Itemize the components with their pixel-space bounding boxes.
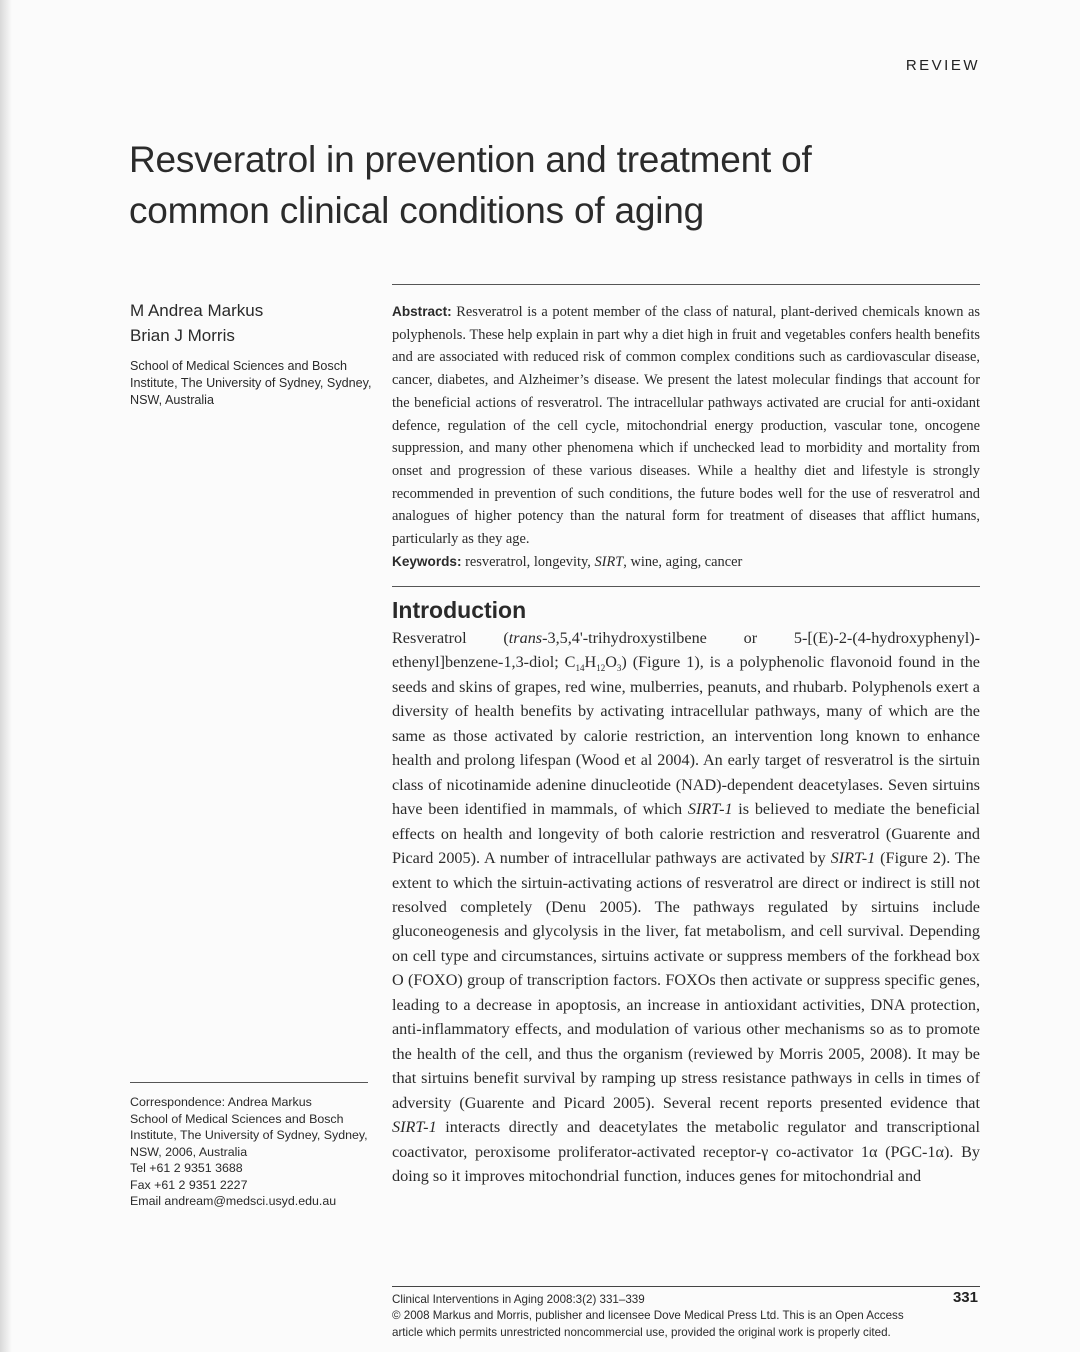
correspondence-line: Fax +61 2 9351 2227 [130, 1177, 248, 1192]
author-list [130, 298, 380, 348]
correspondence-line: Tel +61 2 9351 3688 [130, 1161, 243, 1175]
keywords-italic: SIRT [594, 553, 624, 570]
correspondence-line: Correspondence: Andrea Markus [130, 1095, 312, 1109]
body-text: H [584, 653, 597, 672]
page-number: 331 [952, 1289, 978, 1306]
correspondence-email: Email andream@medsci.usyd.edu.au [130, 1194, 337, 1208]
correspondence-line: Institute, The University of Sydney, Sydney, [130, 1128, 368, 1142]
formula-subscript: 12 [596, 663, 606, 674]
correspondence-block [130, 1094, 375, 1210]
section-label: REVIEW [905, 57, 980, 74]
divider [130, 1082, 368, 1083]
body-text: -3,5,4'-trihydroxystilbene or 5-[(E)-2-(4-hydroxyphenyl)-ethenyl]benzene-1,3-diol; C [392, 629, 980, 672]
keywords-text: resveratrol, longevity, [465, 553, 595, 570]
divider [392, 284, 980, 285]
body-text: O [605, 653, 617, 672]
gene-name: SIRT-1 [687, 800, 733, 819]
copyright-line: article which permits unrestricted noncommercial use, provided the original work is properly cited. [392, 1325, 891, 1339]
body-text: interacts directly and deacetylates the metabolic regulator and transcriptional coactivator, peroxisome proliferator-activated receptor-γ co-activator 1α (PGC-1α). By doing so it improves mitochondrial function, induces genes for mitochondrial and [392, 1118, 980, 1185]
article-title: Resveratrol in prevention and treatment of common clinical conditions of aging [129, 139, 812, 231]
copyright-line: © 2008 Markus and Morris, publisher and licensee Dove Medical Press Ltd. This is an Open Access [392, 1309, 904, 1323]
section-heading: Introduction [392, 597, 527, 623]
footer [392, 1292, 980, 1341]
introduction-body [392, 626, 980, 1188]
formula-subscript: 3 [616, 663, 622, 674]
body-text: ) (Figure 1), is a polyphenolic flavonoid found in the seeds and skins of grapes, red wine, mulberries, peanuts, and rhubarb. Polyphenols exert a diversity of health benefits by activating intracellular pathways, many of which are the same as those activated by calorie restriction, an intervention long known to enhance health and prolong lifespan (Wood et al 2004). An early target of resveratrol is the sirtuin class of nicotinamide adenine dinucleotide (NAD)-dependent deacetylases. Seven sirtuins have been identified in mammals, of which [392, 653, 980, 819]
footer-divider [392, 1286, 980, 1287]
gene-name: SIRT-1 [392, 1118, 437, 1137]
keywords-text-end: , wine, aging, cancer [623, 553, 743, 570]
journal-citation: Clinical Interventions in Aging 2008:3(2) 331–339 [392, 1293, 645, 1306]
abstract [392, 301, 980, 573]
correspondence-line: School of Medical Sciences and Bosch [130, 1111, 344, 1126]
formula-subscript: 14 [575, 663, 585, 674]
body-text: (Figure 2). The extent to which the sirtuin-activating actions of resveratrol are direct or indirect is still not resolved completely (Denu 2005). The pathways regulated by sirtuins include gluconeogenesis and glycolysis in the liver, fat metabolism, and cell survival. Depending on cell type and circumstances, sirtuins activate or suppress members of the forkhead box O (FOXO) group of transcription factors. FOXOs then activate or suppress specific genes, leading to a decrease in apoptosis, an increase in antioxidant activities, DNA protection, anti-inflammatory effects, and modulation of various other mechanisms so as to promote the health of the cell, and thus the organism (reviewed by Morris 2005, 2008). It may be that sirtuins benefit survival by ramping up stress resistance pathways in cells in times of adversity (Guarente and Picard 2005). Several recent reports presented evidence that [392, 849, 981, 1112]
abstract-label: Abstract: [392, 304, 452, 319]
gene-name: SIRT-1 [830, 849, 876, 868]
author-name: M Andrea Markus [130, 301, 264, 320]
keywords-label: Keywords: [392, 553, 462, 569]
divider [392, 586, 980, 587]
correspondence-line: NSW, 2006, Australia [130, 1144, 248, 1159]
abstract-text: Resveratrol is a potent member of the class of natural, plant-derived chemicals known as polyphenols. These help explain in part why a diet high in fruit and vegetables confers health benefits and are associated with reduced risk of common complex conditions such as cardiovascular disease, cancer, diabetes, and Alzheimer’s disease. We present the latest molecular findings that account for the beneficial actions of resveratrol. The intracellular pathways activated are crucial for anti-oxidant defence, regulation of the cell cycle, mitochondrial energy production, vascular tone, oncogene suppression, and many other phenomena which if unchecked lead to morbidity and mortality from onset and progression of these various diseases. While a healthy diet and lifestyle is strongly recommended in prevention of such conditions, the future bodes well for the use of resveratrol and analogues of higher potency than the natural form for treatment of diseases that afflict humans, particularly as they age. [392, 304, 980, 548]
page-edge-shadow [0, 0, 12, 1352]
author-name: Brian J Morris [130, 326, 235, 345]
body-text: is believed to mediate the beneficial effects on health and longevity of both calorie restriction and resveratrol (Guarente and Picard 2005). A number of intracellular pathways are activated by [392, 800, 980, 868]
author-affiliation: School of Medical Sciences and Bosch Institute, The University of Sydney, Sydney, NSW, Australia [130, 359, 372, 407]
body-text: Resveratrol ( [392, 629, 509, 647]
body-italic: trans [508, 629, 543, 647]
